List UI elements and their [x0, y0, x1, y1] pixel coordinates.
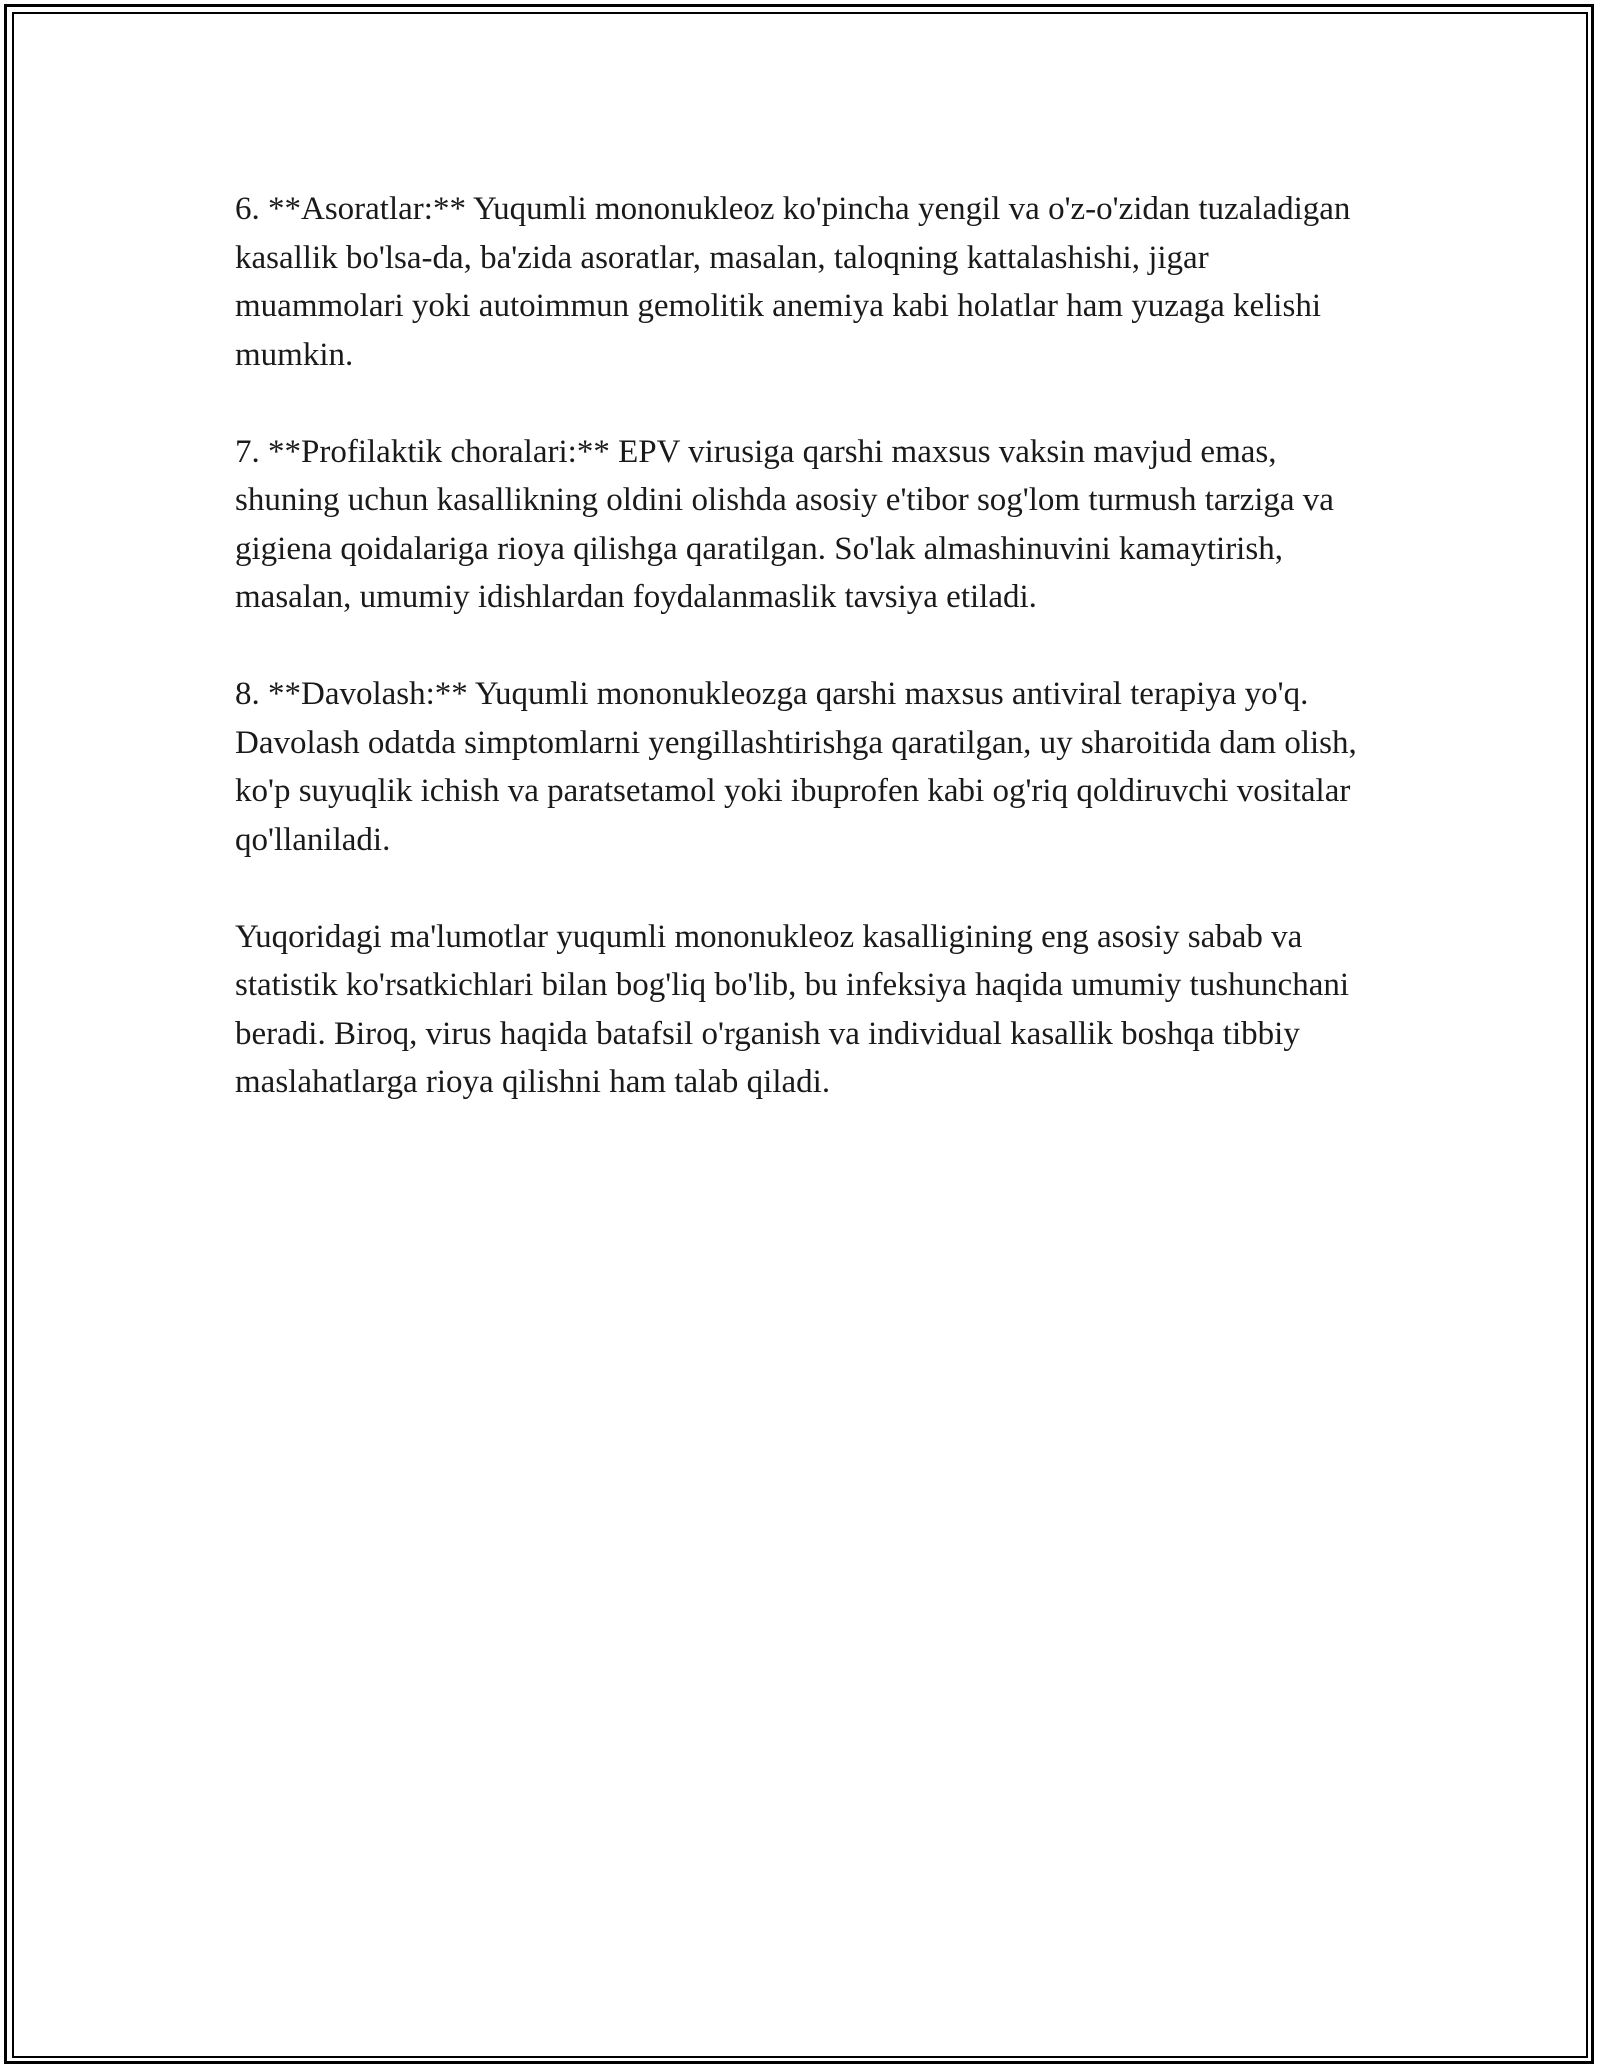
paragraph-complications: 6. **Asoratlar:** Yuqumli mononukleoz ko'pincha yengil va o'z-o'zidan tuzaladigan kasallik bo'lsa-da, ba'zida asoratlar, masalan, taloqning kattalashishi, jigar muammolari yoki autoimmun gemolitik anemiya kabi holatlar ham yuzaga kelishi mumkin. [235, 191, 1351, 373]
paragraph-treatment: 8. **Davolash:** Yuqumli mononukleozga qarshi maxsus antiviral terapiya yo'q. Davolash odatda simptomlarni yengillashtirishga qaratilgan, uy sharoitida dam olish, ko'p suyuqlik ichish va paratsetamol yoki ibuprofen kabi og'riq qoldiruvchi vositalar qo'llaniladi. [235, 676, 1357, 858]
document-body [235, 185, 1375, 1155]
paragraph-prevention: 7. **Profilaktik choralari:** EPV virusiga qarshi maxsus vaksin mavjud emas, shuning uchun kasallikning oldini olishda asosiy e'tibor sog'lom turmush tarziga va gigiena qoidalariga rioya qilishga qaratilgan. So'lak almashinuvini kamaytirish, masalan, umumiy idishlardan foydalanmaslik tavsiya etiladi. [235, 433, 1334, 615]
paragraph-summary: Yuqoridagi ma'lumotlar yuqumli mononukleoz kasalligining eng asosiy sabab va statistik ko'rsatkichlari bilan bog'liq bo'lib, bu infeksiya haqida umumiy tushunchani beradi. Biroq, virus haqida batafsil o'rganish va individual kasallik boshqa tibbiy maslahatlarga rioya qilishni ham talab qiladi. [235, 918, 1350, 1100]
